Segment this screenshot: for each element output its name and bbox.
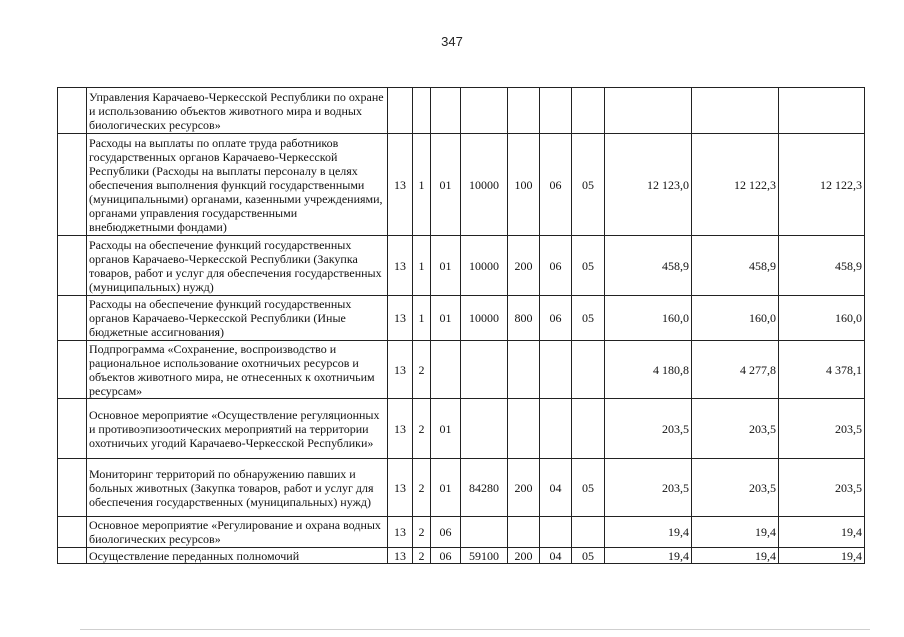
main-event-cell: 06	[431, 548, 461, 564]
row-index-cell	[58, 236, 87, 296]
main-event-cell	[431, 88, 461, 134]
sub-cell: 2	[413, 399, 431, 459]
row-name-cell: Осуществление переданных полномочий	[87, 548, 388, 564]
scan-artifact-line	[80, 629, 870, 630]
direction-cell	[461, 341, 508, 399]
row-name-cell: Мониторинг территорий по обнаружению павших и больных животных (Закупка товаров, работ и услуг для обеспечения государственных (муниципальных) нужд)	[87, 459, 388, 517]
main-event-cell: 01	[431, 236, 461, 296]
table-row	[58, 341, 865, 399]
code-cell: 13	[388, 341, 413, 399]
row-name-cell: Основное мероприятие «Регулирование и охрана водных биологических ресурсов»	[87, 517, 388, 548]
row-index-cell	[58, 399, 87, 459]
expense-type-cell: 200	[508, 236, 540, 296]
sub-cell: 2	[413, 517, 431, 548]
expense-type-cell	[508, 341, 540, 399]
table-row	[58, 459, 865, 517]
code-cell: 13	[388, 517, 413, 548]
row-name-cell: Подпрограмма «Сохранение, воспроизводство и рациональное использование охотничьих ресурсов и объектов животного мира, не отнесенных к охотничьим ресурсам»	[87, 341, 388, 399]
amount-year3-cell: 19,4	[779, 548, 865, 564]
expense-type-cell: 100	[508, 134, 540, 236]
section-cell: 06	[540, 236, 572, 296]
amount-year1-cell: 203,5	[605, 399, 692, 459]
row-index-cell	[58, 296, 87, 341]
section-cell	[540, 341, 572, 399]
direction-cell	[461, 88, 508, 134]
amount-year2-cell	[692, 88, 779, 134]
section-cell: 06	[540, 134, 572, 236]
sub-cell: 1	[413, 296, 431, 341]
amount-year3-cell	[779, 88, 865, 134]
row-name-cell: Основное мероприятие «Осуществление регуляционных и противоэпизоотических мероприятий на территории охотничьих угодий Карачаево-Черкесской Республики»	[87, 399, 388, 459]
row-index-cell	[58, 548, 87, 564]
amount-year2-cell: 203,5	[692, 459, 779, 517]
amount-year1-cell	[605, 88, 692, 134]
sub-cell	[413, 88, 431, 134]
table-row	[58, 88, 865, 134]
amount-year1-cell: 203,5	[605, 459, 692, 517]
sub-cell: 2	[413, 341, 431, 399]
code-cell	[388, 88, 413, 134]
budget-table	[57, 87, 865, 564]
code-cell: 13	[388, 134, 413, 236]
amount-year2-cell: 203,5	[692, 399, 779, 459]
amount-year1-cell: 19,4	[605, 517, 692, 548]
row-name-cell: Расходы на выплаты по оплате труда работников государственных органов Карачаево-Черкесской Республики (Расходы на выплаты персоналу в целях обеспечения выполнения функций государственными (муниципальными) органами, казенными учреждениями, органами управления государственными внебюджетными фондами)	[87, 134, 388, 236]
amount-year3-cell: 4 378,1	[779, 341, 865, 399]
row-index-cell	[58, 459, 87, 517]
expense-type-cell	[508, 88, 540, 134]
subsection-cell	[572, 399, 605, 459]
row-index-cell	[58, 134, 87, 236]
table-row	[58, 399, 865, 459]
direction-cell	[461, 517, 508, 548]
sub-cell: 1	[413, 134, 431, 236]
sub-cell: 2	[413, 548, 431, 564]
amount-year2-cell: 160,0	[692, 296, 779, 341]
amount-year2-cell: 12 122,3	[692, 134, 779, 236]
expense-type-cell: 200	[508, 459, 540, 517]
code-cell: 13	[388, 399, 413, 459]
section-cell: 04	[540, 459, 572, 517]
main-event-cell: 01	[431, 399, 461, 459]
amount-year3-cell: 458,9	[779, 236, 865, 296]
table-row	[58, 236, 865, 296]
page-number: 347	[441, 34, 463, 49]
amount-year2-cell: 19,4	[692, 548, 779, 564]
code-cell: 13	[388, 296, 413, 341]
amount-year2-cell: 4 277,8	[692, 341, 779, 399]
amount-year3-cell: 203,5	[779, 459, 865, 517]
section-cell: 06	[540, 296, 572, 341]
subsection-cell	[572, 88, 605, 134]
direction-cell: 59100	[461, 548, 508, 564]
code-cell: 13	[388, 548, 413, 564]
section-cell	[540, 399, 572, 459]
expense-type-cell	[508, 399, 540, 459]
table-row	[58, 548, 865, 564]
code-cell: 13	[388, 236, 413, 296]
amount-year1-cell: 160,0	[605, 296, 692, 341]
row-name-cell: Управления Карачаево-Черкесской Республики по охране и использованию объектов животного мира и водных биологических ресурсов»	[87, 88, 388, 134]
amount-year3-cell: 160,0	[779, 296, 865, 341]
expense-type-cell	[508, 517, 540, 548]
main-event-cell: 01	[431, 296, 461, 341]
subsection-cell: 05	[572, 134, 605, 236]
row-name-cell: Расходы на обеспечение функций государственных органов Карачаево-Черкесской Республики (Закупка товаров, работ и услуг для обеспечения государственных (муниципальных) нужд)	[87, 236, 388, 296]
amount-year1-cell: 12 123,0	[605, 134, 692, 236]
section-cell: 04	[540, 548, 572, 564]
expense-type-cell: 800	[508, 296, 540, 341]
table-row	[58, 517, 865, 548]
sub-cell: 2	[413, 459, 431, 517]
table-body	[58, 88, 865, 564]
direction-cell: 84280	[461, 459, 508, 517]
amount-year3-cell: 12 122,3	[779, 134, 865, 236]
row-index-cell	[58, 88, 87, 134]
amount-year2-cell: 458,9	[692, 236, 779, 296]
main-event-cell: 01	[431, 459, 461, 517]
subsection-cell: 05	[572, 459, 605, 517]
amount-year1-cell: 19,4	[605, 548, 692, 564]
subsection-cell	[572, 341, 605, 399]
code-cell: 13	[388, 459, 413, 517]
section-cell	[540, 517, 572, 548]
amount-year1-cell: 458,9	[605, 236, 692, 296]
direction-cell: 10000	[461, 134, 508, 236]
sub-cell: 1	[413, 236, 431, 296]
amount-year3-cell: 19,4	[779, 517, 865, 548]
main-event-cell	[431, 341, 461, 399]
table-row	[58, 134, 865, 236]
subsection-cell: 05	[572, 548, 605, 564]
subsection-cell	[572, 517, 605, 548]
section-cell	[540, 88, 572, 134]
subsection-cell: 05	[572, 236, 605, 296]
main-event-cell: 06	[431, 517, 461, 548]
direction-cell	[461, 399, 508, 459]
row-index-cell	[58, 341, 87, 399]
direction-cell: 10000	[461, 236, 508, 296]
expense-type-cell: 200	[508, 548, 540, 564]
amount-year3-cell: 203,5	[779, 399, 865, 459]
row-name-cell: Расходы на обеспечение функций государственных органов Карачаево-Черкесской Республики (Иные бюджетные ассигнования)	[87, 296, 388, 341]
amount-year2-cell: 19,4	[692, 517, 779, 548]
row-index-cell	[58, 517, 87, 548]
table-row	[58, 296, 865, 341]
main-event-cell: 01	[431, 134, 461, 236]
amount-year1-cell: 4 180,8	[605, 341, 692, 399]
subsection-cell: 05	[572, 296, 605, 341]
direction-cell: 10000	[461, 296, 508, 341]
